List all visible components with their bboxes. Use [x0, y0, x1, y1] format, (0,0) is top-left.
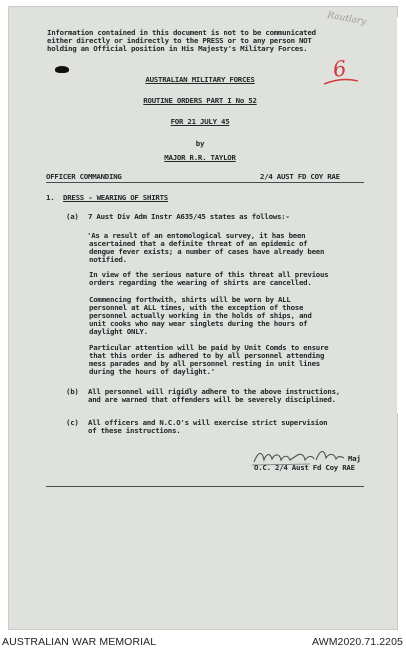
security-notice-line-3: holding an Official position in His Majesty's Military Forces.	[47, 44, 308, 53]
quote-p1-line-4: notified.	[89, 255, 127, 264]
security-notice-line-1: Information contained in this document is not to be communicated	[47, 28, 316, 37]
quote-p4-line-1: Particular attention will be paid by Unit Comds to ensure	[89, 343, 329, 352]
footer-rule	[46, 486, 364, 487]
quote-p3-line-3: personnel actually working in the holds of ships, and	[89, 311, 312, 320]
quote-p4-line-4: during the hours of daylight.'	[89, 367, 215, 376]
signature-rank: Maj	[348, 454, 361, 463]
page-number-mark: 6	[331, 56, 348, 82]
quote-p3-line-1: Commencing forthwith, shirts will be worn by ALL	[89, 295, 291, 304]
para-c-line-1: All officers and N.C.O's will exercise strict supervision	[88, 418, 328, 427]
quote-p3-line-2: personnel at ALL times, with the exception of those	[89, 303, 304, 312]
quote-p4-line-3: mess parades and by all personnel resting in unit lines	[89, 359, 320, 368]
quote-p3-line-5: daylight ONLY.	[89, 327, 148, 336]
security-notice-line-2: either directly or indirectly to the PRESS or to any person NOT	[47, 36, 312, 45]
quote-p2-line-2: orders regarding the wearing of shirts are cancelled.	[89, 278, 312, 287]
para-b-line-1: All personnel will rigidly adhere to the above instructions,	[88, 387, 340, 396]
officer-heading: MAJOR R.R. TAYLOR	[164, 153, 236, 162]
item-number: 1.	[46, 193, 55, 202]
page-number-underline	[322, 77, 360, 87]
archive-footer	[0, 631, 406, 653]
item-title: DRESS - WEARING OF SHIRTS	[63, 193, 168, 202]
para-a-intro: 7 Aust Div Adm Instr A635/45 states as follows:-	[88, 212, 290, 221]
unit-label: 2/4 AUST FD COY RAE	[260, 172, 340, 181]
quote-p1-line-1: 'As a result of an entomological survey, it has been	[87, 231, 306, 240]
quote-p4-line-2: that this order is adhered to by all personnel attending	[89, 351, 325, 360]
header-rule	[46, 182, 364, 183]
officer-commanding-label: OFFICER COMMANDING	[46, 172, 122, 181]
quote-p1-line-2: ascertained that a definite threat of an epidemic of	[89, 239, 308, 248]
punch-hole	[55, 66, 69, 73]
orders-heading: ROUTINE ORDERS PART I No 52	[143, 96, 257, 105]
force-heading: AUSTRALIAN MILITARY FORCES	[145, 75, 255, 84]
page-edge	[397, 17, 402, 413]
quote-p3-line-4: unit cooks who may wear singlets during the hours of	[89, 319, 308, 328]
para-a-label: (a)	[66, 212, 79, 221]
by-line: by	[195, 139, 205, 148]
para-b-label: (b)	[66, 387, 79, 396]
handwritten-note: Rautlary	[326, 10, 367, 28]
date-heading: FOR 21 JULY 45	[170, 117, 230, 126]
para-b-line-2: and are warned that offenders will be severely disciplined.	[88, 395, 336, 404]
footer-accession: AWM2020.71.2205	[311, 636, 403, 648]
quote-p1-line-3: dengue fever exists; a number of cases have already been	[89, 247, 325, 256]
para-c-line-2: of these instructions.	[88, 426, 181, 435]
signature-title: O.C. 2/4 Aust Fd Coy RAE	[254, 463, 355, 472]
para-c-label: (c)	[66, 418, 79, 427]
quote-p2-line-1: In view of the serious nature of this threat all previous	[89, 270, 329, 279]
footer-institution: AUSTRALIAN WAR MEMORIAL	[2, 636, 157, 648]
